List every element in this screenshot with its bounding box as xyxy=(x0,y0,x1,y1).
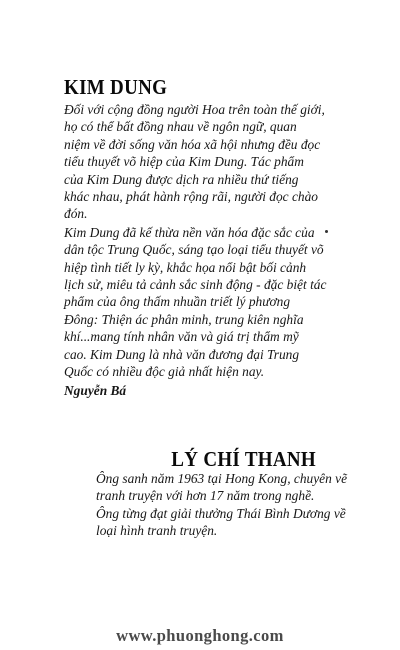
print-speck xyxy=(325,230,328,233)
bio-line: loại hình tranh truyện. xyxy=(96,523,218,539)
bio-line: dân tộc Trung Quốc, sáng tạo loại tiểu thuyết võ xyxy=(64,242,324,258)
bio-line: tranh truyện với hơn 17 năm trong nghề. xyxy=(96,488,315,504)
bio-line: cao. Kim Dung là nhà văn đương đại Trung xyxy=(64,346,300,362)
bio-line: Quốc có nhiều độc giả nhất hiện nay. xyxy=(64,364,265,380)
kim-dung-bio xyxy=(64,101,334,399)
bio-line: niệm về đời sống văn hóa xã hội nhưng đều đọc xyxy=(64,136,321,152)
bio-line: khí...mang tính nhân văn và giá trị thẩm mỹ xyxy=(64,329,299,345)
bio-line: Ông từng đạt giải thưởng Thái Bình Dương về xyxy=(96,505,346,521)
website-url: www.phuonghong.com xyxy=(116,626,284,645)
bio-line: đón. xyxy=(64,206,88,222)
ly-chi-thanh-heading: LÝ CHÍ THANH xyxy=(171,448,316,472)
bio-line: phẩm của ông thấm nhuần triết lý phương xyxy=(64,294,291,310)
bio-line: tiểu thuyết võ hiệp của Kim Dung. Tác phẩm xyxy=(64,154,304,170)
author-signature: Nguyễn Bá xyxy=(64,382,127,398)
bio-line: Đối với cộng đồng người Hoa trên toàn thế giới, xyxy=(64,102,325,117)
bio-line: Đông: Thiện ác phân minh, trung kiên nghĩa xyxy=(64,311,304,327)
bio-line: khác nhau, phát hành rộng rãi, người đọc chào xyxy=(64,189,318,205)
bio-line: lịch sử, miêu tả cảnh sắc sinh động - đặc biệt tác xyxy=(64,277,327,293)
kim-dung-heading: KIM DUNG xyxy=(64,76,168,100)
bio-line: Ông sanh năm 1963 tại Hong Kong, chuyên vẽ xyxy=(96,471,348,486)
ly-chi-thanh-bio xyxy=(96,470,348,540)
bio-line: của Kim Dung được dịch ra nhiều thứ tiếng xyxy=(64,171,299,187)
bio-line: hiệp tình tiết ly kỳ, khắc họa nổi bật bối cảnh xyxy=(64,259,307,275)
bio-line: Kim Dung đã kế thừa nền văn hóa đặc sắc của xyxy=(64,224,315,240)
bio-line: họ có thể bất đồng nhau về ngôn ngữ, quan xyxy=(64,119,297,135)
